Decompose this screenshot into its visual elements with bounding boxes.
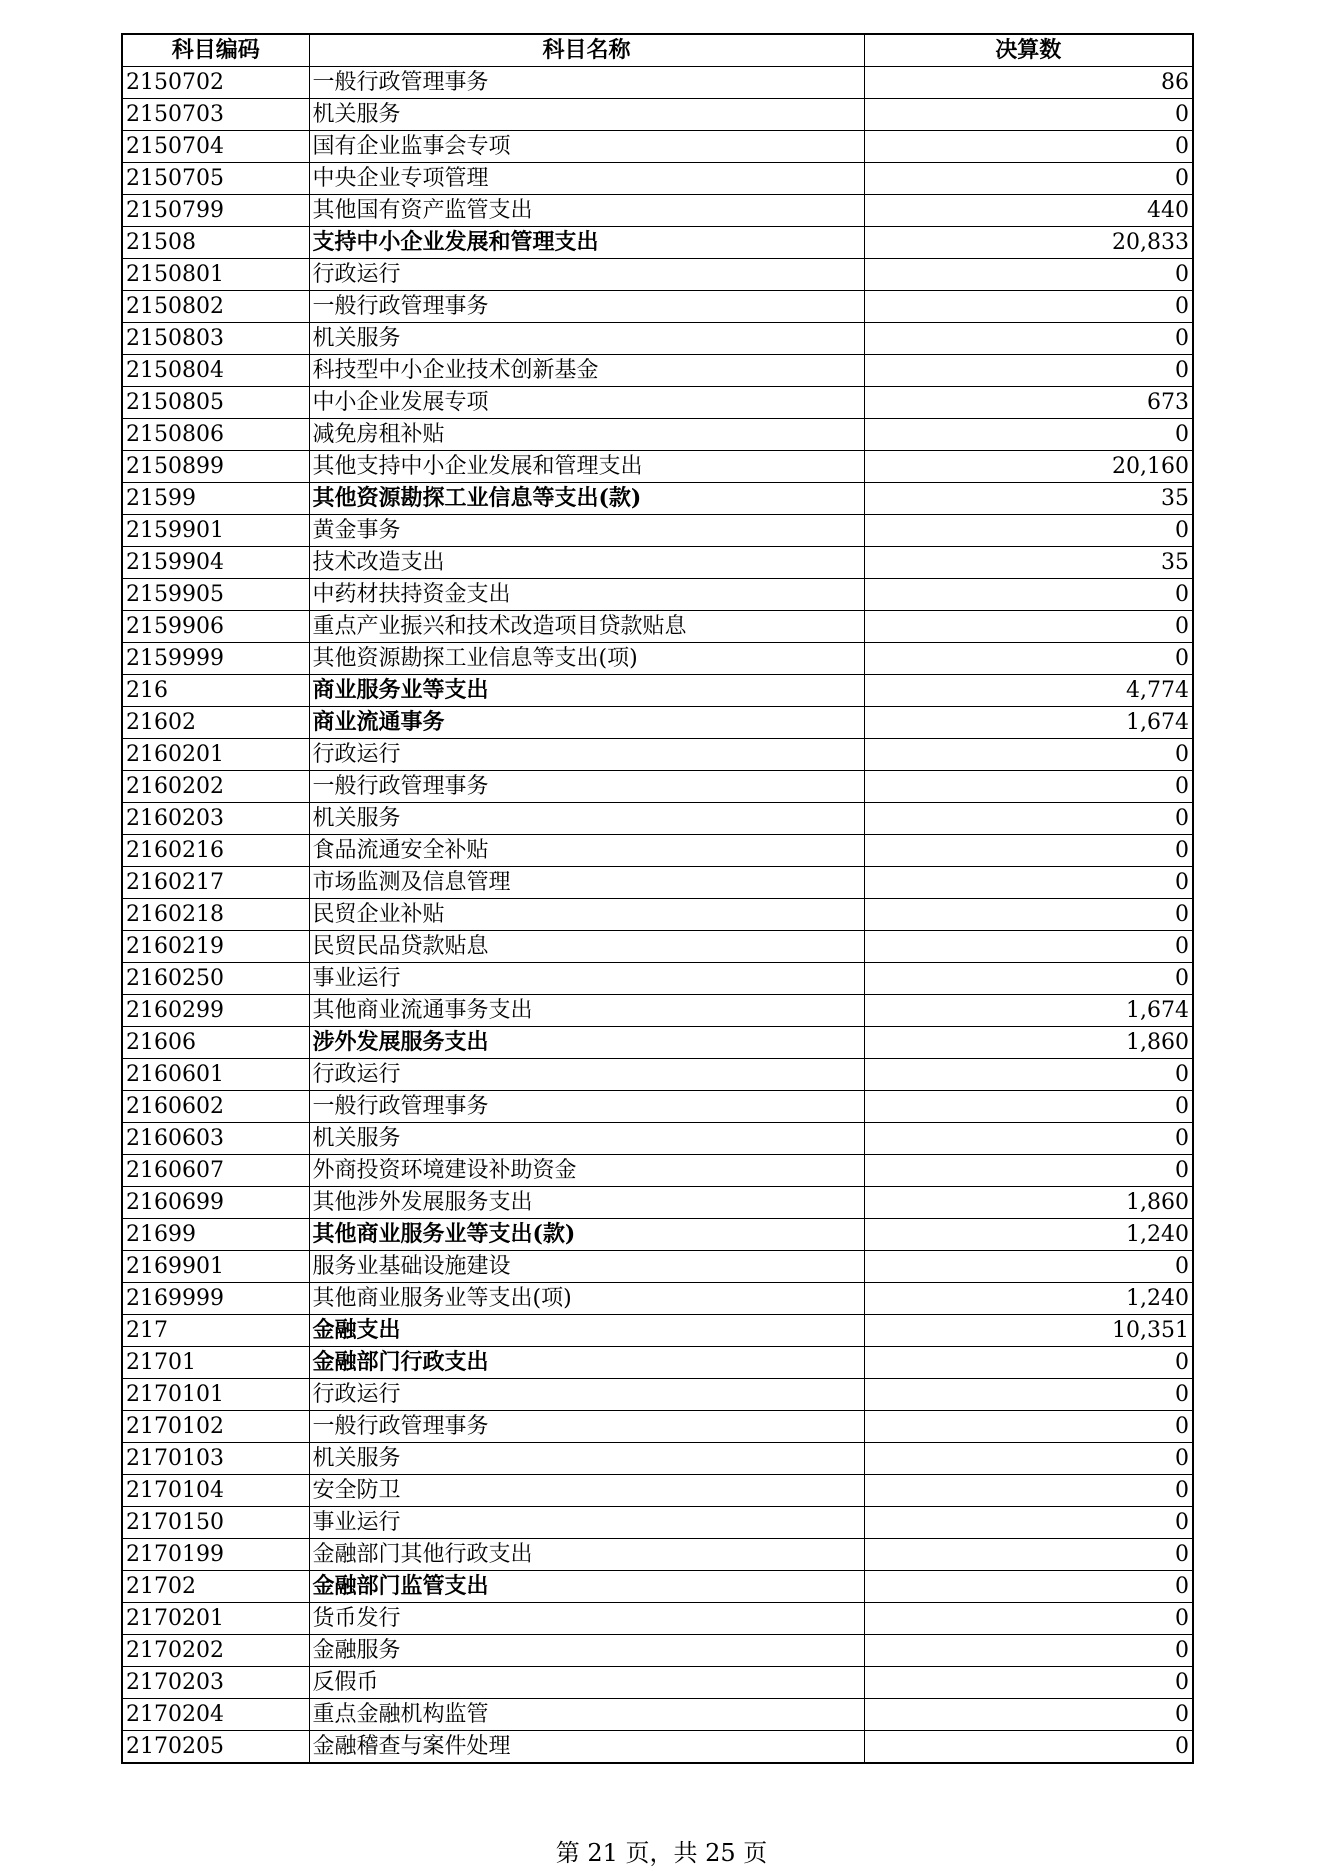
table-row: [122, 1251, 1193, 1283]
table-row: [122, 1475, 1193, 1507]
row-amount: 0: [864, 1667, 1193, 1699]
row-code: 217: [122, 1315, 309, 1347]
row-amount: 0: [864, 1571, 1193, 1603]
row-code: 2160250: [122, 963, 309, 995]
row-name: 中药材扶持资金支出: [309, 579, 864, 611]
row-name: 金融稽查与案件处理: [309, 1731, 864, 1764]
row-code: 2160607: [122, 1155, 309, 1187]
table-row: [122, 131, 1193, 163]
row-code: 2160699: [122, 1187, 309, 1219]
table-row: [122, 1347, 1193, 1379]
row-code: 2150702: [122, 67, 309, 99]
row-code: 2160201: [122, 739, 309, 771]
row-name: 民贸民品贷款贴息: [309, 931, 864, 963]
row-code: 21602: [122, 707, 309, 739]
table-row: [122, 1443, 1193, 1475]
row-code: 2160602: [122, 1091, 309, 1123]
table-row: [122, 451, 1193, 483]
row-code: 2159905: [122, 579, 309, 611]
row-amount: 0: [864, 1155, 1193, 1187]
row-name: 一般行政管理事务: [309, 1091, 864, 1123]
row-code: 21508: [122, 227, 309, 259]
row-code: 2170205: [122, 1731, 309, 1764]
row-name: 机关服务: [309, 1443, 864, 1475]
table-row: [122, 611, 1193, 643]
table-row: [122, 195, 1193, 227]
table-row: [122, 99, 1193, 131]
row-name: 行政运行: [309, 1059, 864, 1091]
row-name: 反假币: [309, 1667, 864, 1699]
row-code: 21599: [122, 483, 309, 515]
row-amount: 0: [864, 1475, 1193, 1507]
row-code: 2169999: [122, 1283, 309, 1315]
row-code: 2160216: [122, 835, 309, 867]
row-name: 其他涉外发展服务支出: [309, 1187, 864, 1219]
table-row: [122, 1219, 1193, 1251]
row-code: 2170199: [122, 1539, 309, 1571]
row-amount: 0: [864, 1347, 1193, 1379]
table-row: [122, 1411, 1193, 1443]
row-amount: 0: [864, 1123, 1193, 1155]
table-row: [122, 1731, 1193, 1764]
table-row: [122, 1603, 1193, 1635]
table-row: [122, 355, 1193, 387]
row-amount: 1,240: [864, 1219, 1193, 1251]
row-amount: 20,160: [864, 451, 1193, 483]
row-amount: 4,774: [864, 675, 1193, 707]
table-row: [122, 323, 1193, 355]
table-row: [122, 643, 1193, 675]
row-amount: 10,351: [864, 1315, 1193, 1347]
row-amount: 0: [864, 1731, 1193, 1764]
row-amount: 35: [864, 547, 1193, 579]
row-name: 其他资源勘探工业信息等支出(款): [309, 483, 864, 515]
row-name: 金融部门行政支出: [309, 1347, 864, 1379]
row-code: 2150799: [122, 195, 309, 227]
page-number: 第 21 页，共 25 页: [555, 1839, 768, 1867]
table-row: [122, 291, 1193, 323]
row-name: 行政运行: [309, 259, 864, 291]
row-amount: 0: [864, 739, 1193, 771]
row-name: 商业流通事务: [309, 707, 864, 739]
row-amount: 0: [864, 1091, 1193, 1123]
row-name: 行政运行: [309, 1379, 864, 1411]
row-name: 其他商业服务业等支出(款): [309, 1219, 864, 1251]
row-amount: 86: [864, 67, 1193, 99]
row-name: 服务业基础设施建设: [309, 1251, 864, 1283]
row-name: 支持中小企业发展和管理支出: [309, 227, 864, 259]
table-header-row: [122, 34, 1193, 67]
table-row: [122, 707, 1193, 739]
row-code: 21702: [122, 1571, 309, 1603]
row-name: 机关服务: [309, 1123, 864, 1155]
row-amount: 0: [864, 1059, 1193, 1091]
table-row: [122, 1571, 1193, 1603]
row-name: 国有企业监事会专项: [309, 131, 864, 163]
table-row: [122, 1155, 1193, 1187]
table-row: [122, 1027, 1193, 1059]
table-row: [122, 259, 1193, 291]
header-code: 科目编码: [122, 34, 309, 67]
row-code: 2159999: [122, 643, 309, 675]
row-amount: 0: [864, 643, 1193, 675]
row-name: 其他商业服务业等支出(项): [309, 1283, 864, 1315]
row-name: 一般行政管理事务: [309, 291, 864, 323]
table-row: [122, 771, 1193, 803]
row-code: 2170203: [122, 1667, 309, 1699]
row-amount: 440: [864, 195, 1193, 227]
row-code: 21606: [122, 1027, 309, 1059]
table-row: [122, 803, 1193, 835]
table-row: [122, 163, 1193, 195]
table-row: [122, 515, 1193, 547]
row-name: 民贸企业补贴: [309, 899, 864, 931]
row-code: 2170101: [122, 1379, 309, 1411]
header-name: 科目名称: [309, 34, 864, 67]
table-row: [122, 675, 1193, 707]
table-body: [122, 67, 1193, 1764]
row-code: 2159904: [122, 547, 309, 579]
row-code: 2170102: [122, 1411, 309, 1443]
row-amount: 0: [864, 963, 1193, 995]
table-row: [122, 1699, 1193, 1731]
table-row: [122, 1283, 1193, 1315]
row-code: 2150801: [122, 259, 309, 291]
row-amount: 673: [864, 387, 1193, 419]
row-amount: 0: [864, 867, 1193, 899]
row-code: 2150703: [122, 99, 309, 131]
table-row: [122, 1123, 1193, 1155]
row-amount: 1,860: [864, 1027, 1193, 1059]
row-amount: 0: [864, 1635, 1193, 1667]
row-name: 重点产业振兴和技术改造项目贷款贴息: [309, 611, 864, 643]
row-code: 216: [122, 675, 309, 707]
row-name: 金融服务: [309, 1635, 864, 1667]
row-amount: 0: [864, 1603, 1193, 1635]
table-row: [122, 67, 1193, 99]
table-row: [122, 931, 1193, 963]
table-row: [122, 387, 1193, 419]
row-amount: 1,860: [864, 1187, 1193, 1219]
table-row: [122, 1379, 1193, 1411]
row-name: 涉外发展服务支出: [309, 1027, 864, 1059]
row-amount: 1,674: [864, 707, 1193, 739]
row-name: 一般行政管理事务: [309, 771, 864, 803]
row-code: 21701: [122, 1347, 309, 1379]
row-code: 2150704: [122, 131, 309, 163]
row-amount: 0: [864, 771, 1193, 803]
row-amount: 0: [864, 1539, 1193, 1571]
table-row: [122, 995, 1193, 1027]
table-row: [122, 899, 1193, 931]
table-row: [122, 227, 1193, 259]
row-amount: 0: [864, 355, 1193, 387]
row-code: 2160299: [122, 995, 309, 1027]
row-code: 2160217: [122, 867, 309, 899]
row-code: 2170104: [122, 1475, 309, 1507]
row-code: 2150705: [122, 163, 309, 195]
row-name: 货币发行: [309, 1603, 864, 1635]
row-code: 2160601: [122, 1059, 309, 1091]
row-amount: 0: [864, 803, 1193, 835]
row-amount: 0: [864, 1251, 1193, 1283]
row-code: 2170201: [122, 1603, 309, 1635]
row-name: 中小企业发展专项: [309, 387, 864, 419]
table-row: [122, 1635, 1193, 1667]
table-row: [122, 1315, 1193, 1347]
table-row: [122, 419, 1193, 451]
row-amount: 0: [864, 291, 1193, 323]
row-code: 2150806: [122, 419, 309, 451]
table-row: [122, 1507, 1193, 1539]
table-row: [122, 835, 1193, 867]
row-amount: 0: [864, 1443, 1193, 1475]
budget-table: [121, 33, 1194, 1764]
row-amount: 0: [864, 1507, 1193, 1539]
row-amount: 0: [864, 835, 1193, 867]
row-amount: 1,674: [864, 995, 1193, 1027]
row-code: 2169901: [122, 1251, 309, 1283]
row-name: 重点金融机构监管: [309, 1699, 864, 1731]
row-amount: 20,833: [864, 227, 1193, 259]
row-code: 2170150: [122, 1507, 309, 1539]
row-name: 其他商业流通事务支出: [309, 995, 864, 1027]
row-name: 金融部门监管支出: [309, 1571, 864, 1603]
row-name: 其他支持中小企业发展和管理支出: [309, 451, 864, 483]
row-code: 2160203: [122, 803, 309, 835]
row-code: 2170204: [122, 1699, 309, 1731]
row-code: 2150803: [122, 323, 309, 355]
row-amount: 0: [864, 1379, 1193, 1411]
row-code: 2170103: [122, 1443, 309, 1475]
row-amount: 0: [864, 899, 1193, 931]
row-amount: 0: [864, 163, 1193, 195]
row-code: 2160603: [122, 1123, 309, 1155]
row-code: 2170202: [122, 1635, 309, 1667]
row-code: 2159906: [122, 611, 309, 643]
table-row: [122, 867, 1193, 899]
row-name: 机关服务: [309, 323, 864, 355]
table-row: [122, 1187, 1193, 1219]
row-code: 2160202: [122, 771, 309, 803]
row-name: 外商投资环境建设补助资金: [309, 1155, 864, 1187]
row-name: 一般行政管理事务: [309, 67, 864, 99]
row-name: 机关服务: [309, 803, 864, 835]
row-name: 市场监测及信息管理: [309, 867, 864, 899]
row-amount: 0: [864, 259, 1193, 291]
row-name: 其他国有资产监管支出: [309, 195, 864, 227]
row-code: 2150805: [122, 387, 309, 419]
row-amount: 0: [864, 1411, 1193, 1443]
row-amount: 0: [864, 611, 1193, 643]
row-code: 21699: [122, 1219, 309, 1251]
row-name: 机关服务: [309, 99, 864, 131]
table-row: [122, 963, 1193, 995]
table-row: [122, 1091, 1193, 1123]
row-code: 2159901: [122, 515, 309, 547]
table-row: [122, 1539, 1193, 1571]
row-code: 2150899: [122, 451, 309, 483]
table-row: [122, 739, 1193, 771]
row-name: 技术改造支出: [309, 547, 864, 579]
table-row: [122, 1667, 1193, 1699]
row-name: 商业服务业等支出: [309, 675, 864, 707]
row-amount: 0: [864, 131, 1193, 163]
row-name: 金融部门其他行政支出: [309, 1539, 864, 1571]
row-amount: 1,240: [864, 1283, 1193, 1315]
row-name: 其他资源勘探工业信息等支出(项): [309, 643, 864, 675]
row-amount: 0: [864, 323, 1193, 355]
row-name: 行政运行: [309, 739, 864, 771]
row-code: 2150802: [122, 291, 309, 323]
table-row: [122, 579, 1193, 611]
row-amount: 0: [864, 931, 1193, 963]
row-name: 金融支出: [309, 1315, 864, 1347]
row-name: 安全防卫: [309, 1475, 864, 1507]
row-code: 2160218: [122, 899, 309, 931]
row-name: 事业运行: [309, 1507, 864, 1539]
row-code: 2160219: [122, 931, 309, 963]
row-name: 事业运行: [309, 963, 864, 995]
row-amount: 0: [864, 99, 1193, 131]
table-row: [122, 547, 1193, 579]
row-amount: 0: [864, 419, 1193, 451]
row-name: 一般行政管理事务: [309, 1411, 864, 1443]
row-name: 中央企业专项管理: [309, 163, 864, 195]
row-name: 科技型中小企业技术创新基金: [309, 355, 864, 387]
row-name: 黄金事务: [309, 515, 864, 547]
row-name: 减免房租补贴: [309, 419, 864, 451]
table-row: [122, 1059, 1193, 1091]
row-amount: 35: [864, 483, 1193, 515]
header-amount: 决算数: [864, 34, 1193, 67]
row-amount: 0: [864, 579, 1193, 611]
row-code: 2150804: [122, 355, 309, 387]
row-amount: 0: [864, 1699, 1193, 1731]
table-row: [122, 483, 1193, 515]
row-name: 食品流通安全补贴: [309, 835, 864, 867]
row-amount: 0: [864, 515, 1193, 547]
